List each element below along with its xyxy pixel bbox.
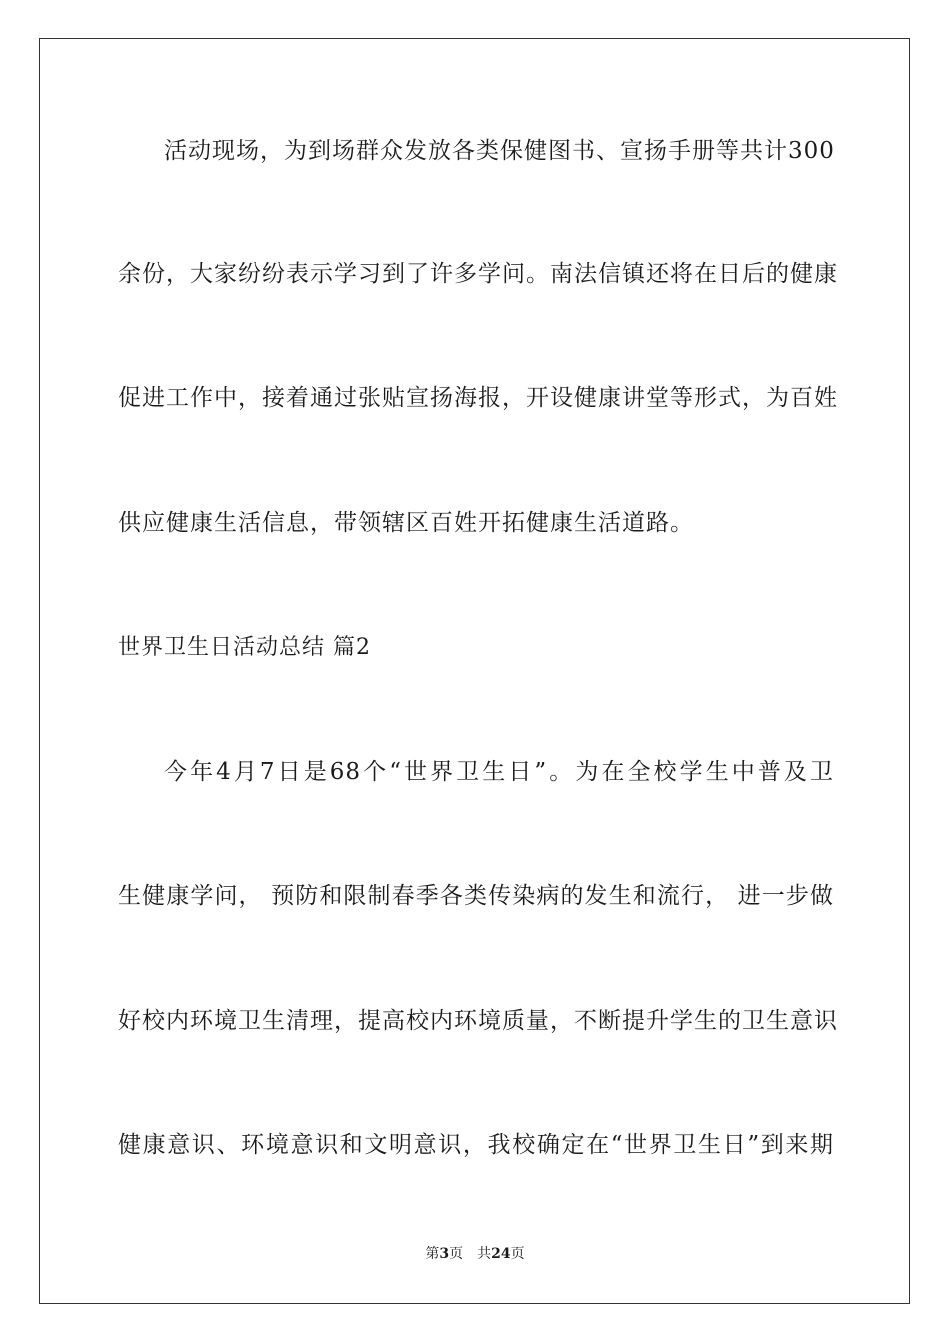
footer-total-unit: 页 (510, 1246, 525, 1262)
paragraph-1-line-3: 促进工作中，接着通过张贴宣扬海报，开设健康讲堂等形式，为百姓 (118, 385, 838, 411)
paragraph-1-line-2: 余份，大家纷纷表示学习到了许多学问。南法信镇还将在日后的健康 (118, 261, 838, 287)
footer-page-unit: 页 (449, 1246, 464, 1262)
page-border (39, 38, 910, 1304)
footer-page-current: 3 (439, 1246, 450, 1262)
paragraph-2-line-2: 生健康学问， 预防和限制春季各类传染病的发生和流行， 进一步做 (118, 883, 834, 909)
paragraph-1-line-4: 供应健康生活信息，带领辖区百姓开拓健康生活道路。 (118, 510, 694, 536)
paragraph-2-line-4: 健康意识、环境意识和文明意识，我校确定在“世界卫生日”到来期 (118, 1132, 834, 1158)
paragraph-1-line-1: 活动现场，为到场群众发放各类保健图书、宣扬手册等共计300 (164, 138, 835, 164)
section-heading: 世界卫生日活动总结 篇2 (118, 635, 371, 660)
footer-page-prefix: 第 (425, 1246, 440, 1262)
paragraph-2-line-1: 今年4月7日是68个“世界卫生日”。为在全校学生中普及卫 (164, 759, 834, 785)
page-footer (0, 1245, 950, 1263)
footer-page-total: 24 (491, 1246, 511, 1262)
footer-total-prefix: 共 (477, 1246, 492, 1262)
paragraph-2-line-3: 好校内环境卫生清理，提高校内环境质量，不断提升学生的卫生意识 (118, 1008, 838, 1034)
